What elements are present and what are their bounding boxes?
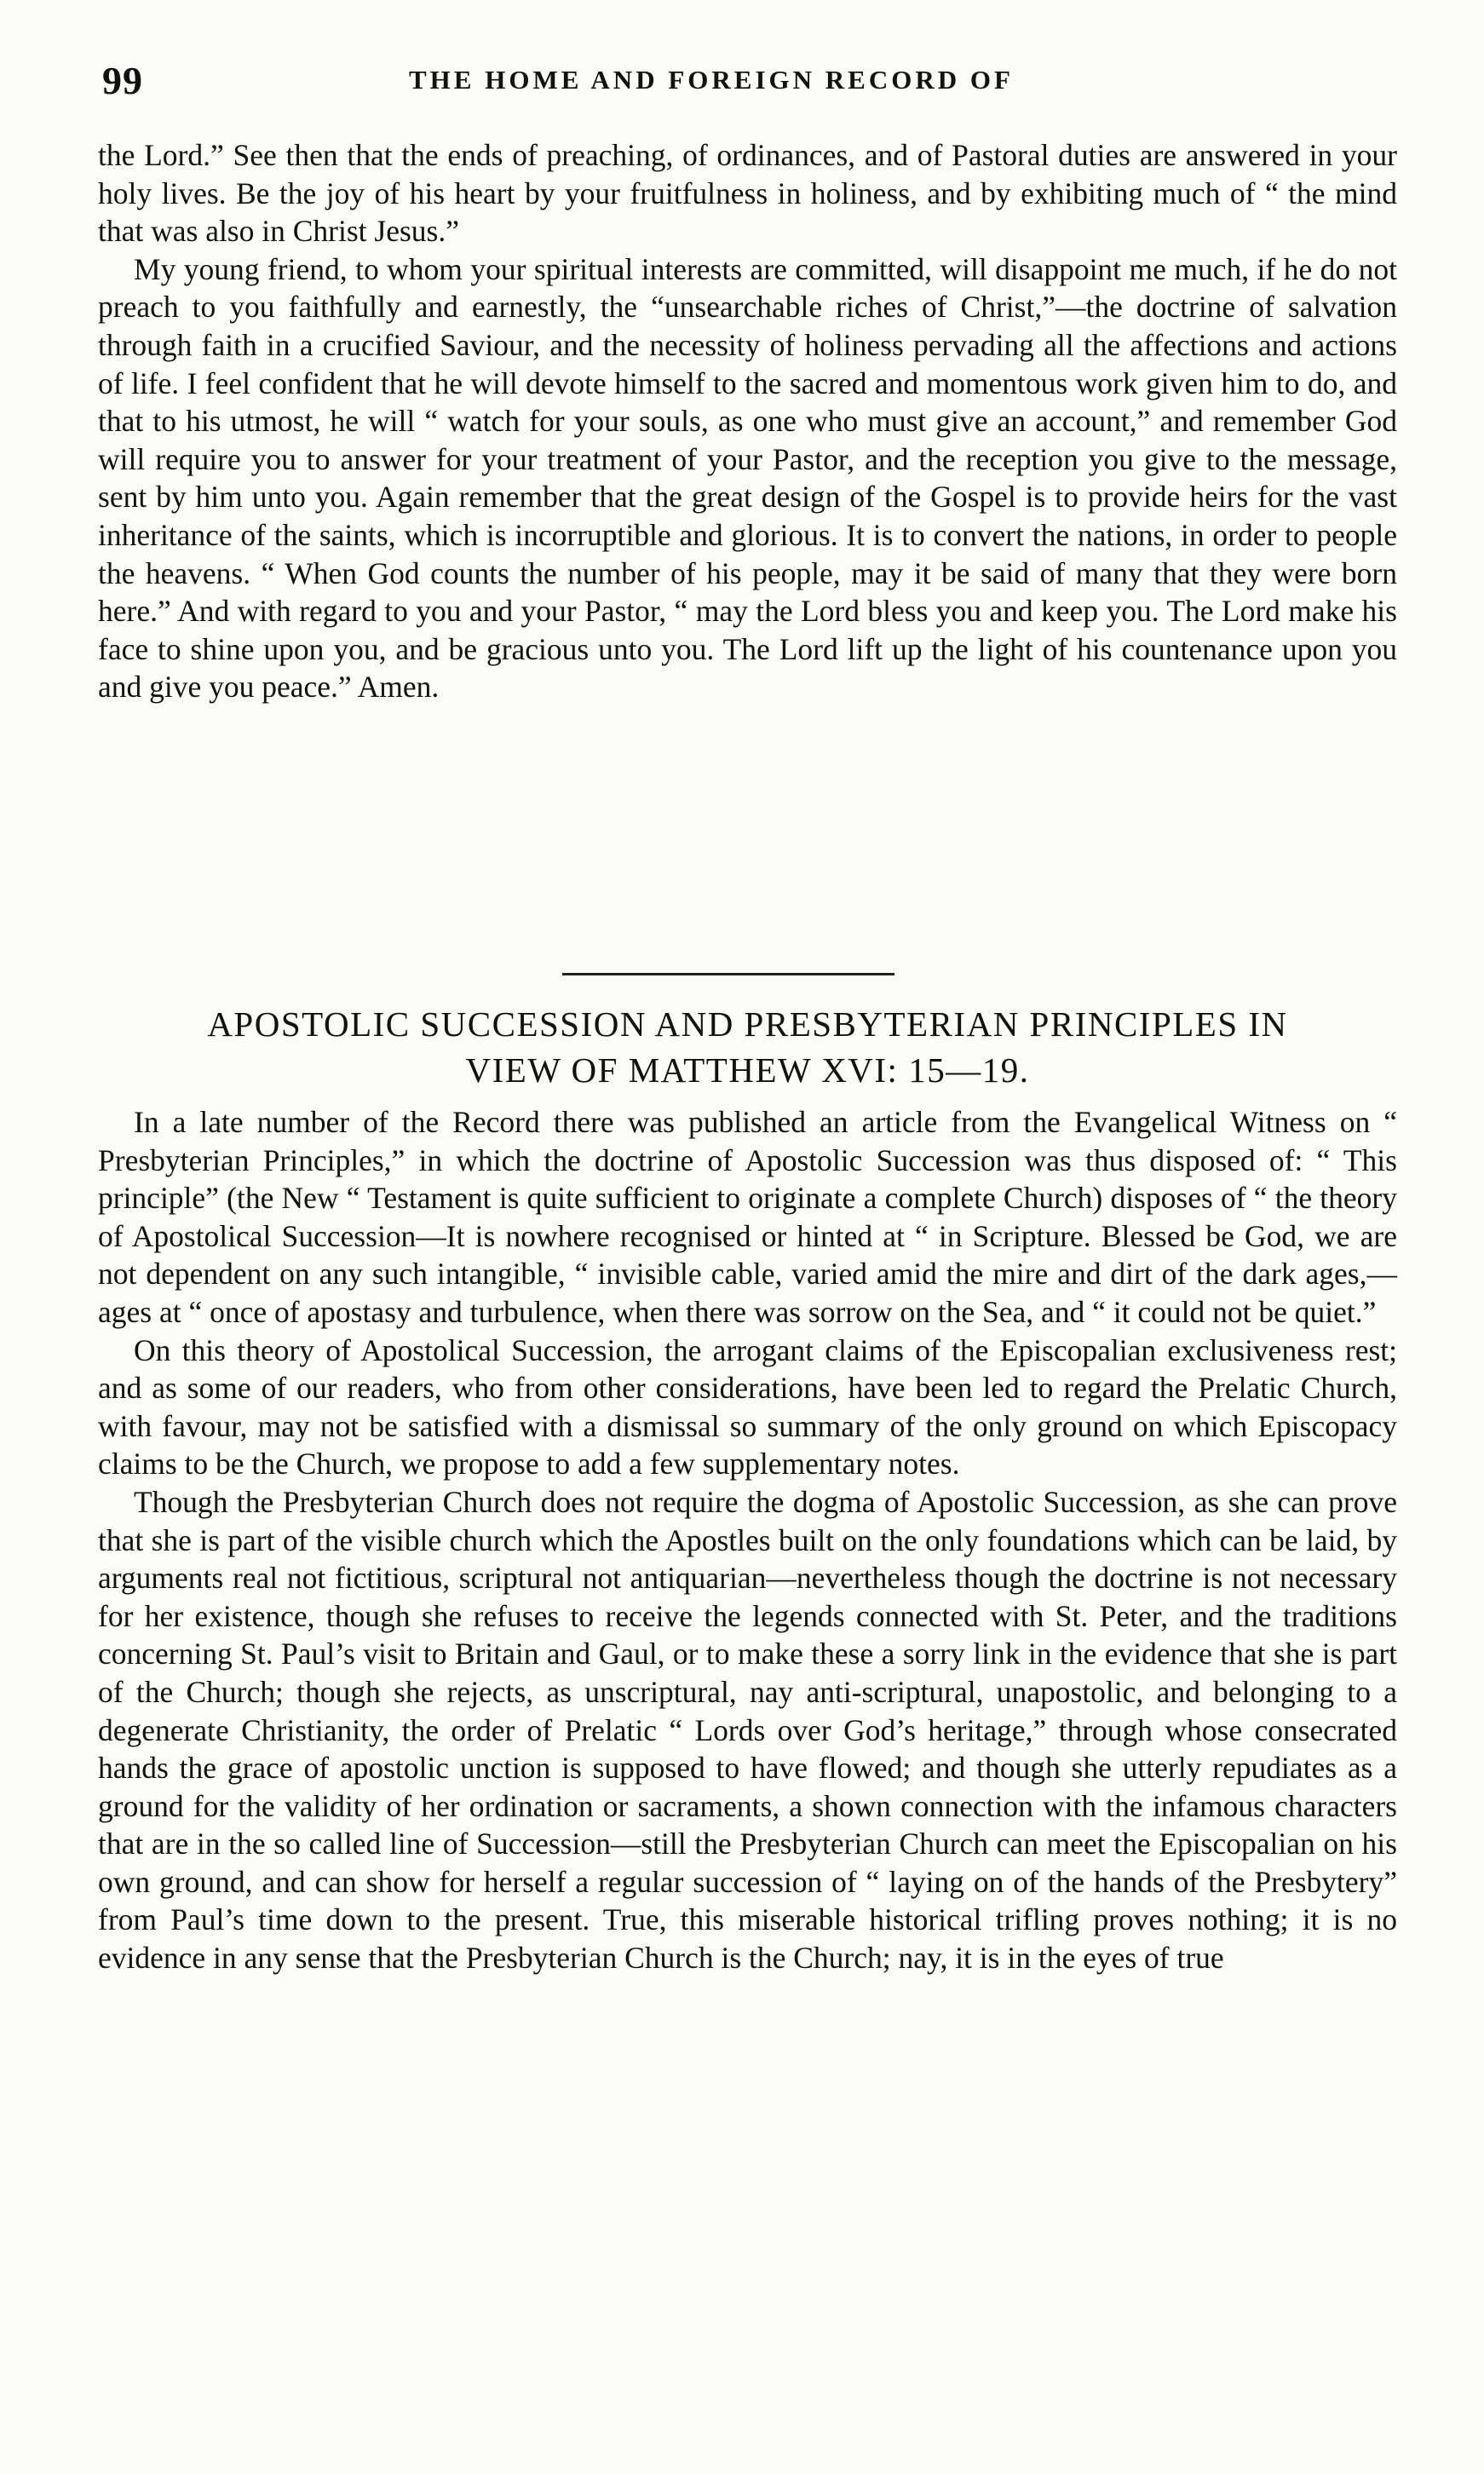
page-number: 99: [102, 59, 143, 102]
article-title: [98, 1001, 1397, 1093]
article-title-line-1: APOSTOLIC SUCCESSION AND PRESBYTERIAN PRINCIPLES IN: [207, 1004, 1288, 1044]
article-body: [98, 1103, 1397, 1977]
article-paragraph-2: On this theory of Apostolical Succession, the arrogant claims of the Episcopalian exclusiveness rest; and as some of our readers, who from other considerations, have been led to regard the Prelatic Church, with favour, may not be satisfied with a dismissal so summary of the only ground on which Episcopacy claims to be the Church, we propose to add a few supplementary notes.: [98, 1332, 1397, 1482]
section-divider: [562, 973, 894, 975]
page-header: [102, 58, 1397, 109]
closing-paragraph-2: My young friend, to whom your spiritual interests are committed, will disappoint me much, if he do not preach to you faithfully and earnestly, the “unsearchable riches of Christ,”—the doctrine of salvation through faith in a crucified Saviour, and the necessity of holiness pervading all the affections and actions of life. I feel confident that he will devote himself to the sacred and momentous work given him to do, and that to his utmost, he will “ watch for your souls, as one who must give an account,” and remember God will require you to answer for your treatment of your Pastor, and the reception you give to the message, sent by him unto you. Again remember that the great design of the Gospel is to provide heirs for the vast inheritance of the saints, which is incorruptible and glorious. It is to convert the nations, in order to people the heavens. “ When God counts the number of his people, may it be said of many that they were born here.” And with regard to you and your Pastor, “ may the Lord bless you and keep you. The Lord make his face to shine upon you, and be gracious unto you. The Lord lift up the light of his countenance upon you and give you peace.” Amen.: [98, 251, 1397, 705]
article-title-line-2: VIEW OF MATTHEW XVI: 15—19.: [465, 1050, 1030, 1090]
article-paragraph-1: In a late number of the Record there was published an article from the Evangelical Witness on “ Presbyterian Principles,” in which the doctrine of Apostolic Succession was thus disposed of: “ This principle” (the New “ Testament is quite sufficient to originate a complete Church) disposes of “ the theory of Apostolical Succession—It is nowhere recognised or hinted at “ in Scripture. Blessed be God, we are not dependent on any such intangible, “ invisible cable, varied amid the mire and dirt of the dark ages,—ages at “ once of apostasy and turbulence, when there was sorrow on the Sea, and “ it could not be quiet.”: [98, 1105, 1397, 1329]
article-paragraph-3: Though the Presbyterian Church does not require the dogma of Apostolic Succession, as she can prove that she is part of the visible church which the Apostles built on the only foundations which can be laid, by arguments real not fictitious, scriptural not antiquarian—nevertheless though the doctrine is not necessary for her existence, though she refuses to receive the legends connected with St. Peter, and the traditions concerning St. Paul’s visit to Britain and Gaul, or to make these a sorry link in the evidence that she is part of the Church; though she rejects, as unscriptural, nay anti-scriptural, unapostolic, and belonging to a degenerate Christianity, the order of Prelatic “ Lords over God’s heritage,” through whose consecrated hands the grace of apostolic unction is supposed to have flowed; and though she utterly repudiates as a ground for the validity of her ordination or sacraments, a shown connection with the infamous characters that are in the so called line of Succession—still the Presbyterian Church can meet the Episcopalian on his own ground, and can show for herself a regular succession of “ laying on of the hands of the Presbytery” from Paul’s time down to the present. True, this miserable historical trifling proves nothing; it is no evidence in any sense that the Presbyterian Church is the Church; nay, it is in the eyes of true: [98, 1484, 1397, 1976]
running-head: THE HOME AND FOREIGN RECORD OF: [409, 65, 1014, 95]
closing-section: [98, 136, 1397, 706]
closing-paragraph-1: the Lord.” See then that the ends of preaching, of ordinances, and of Pastoral duties are answered in your holy lives. Be the joy of his heart by your fruitfulness in holiness, and by exhibiting much of “ the mind that was also in Christ Jesus.”: [98, 138, 1397, 249]
